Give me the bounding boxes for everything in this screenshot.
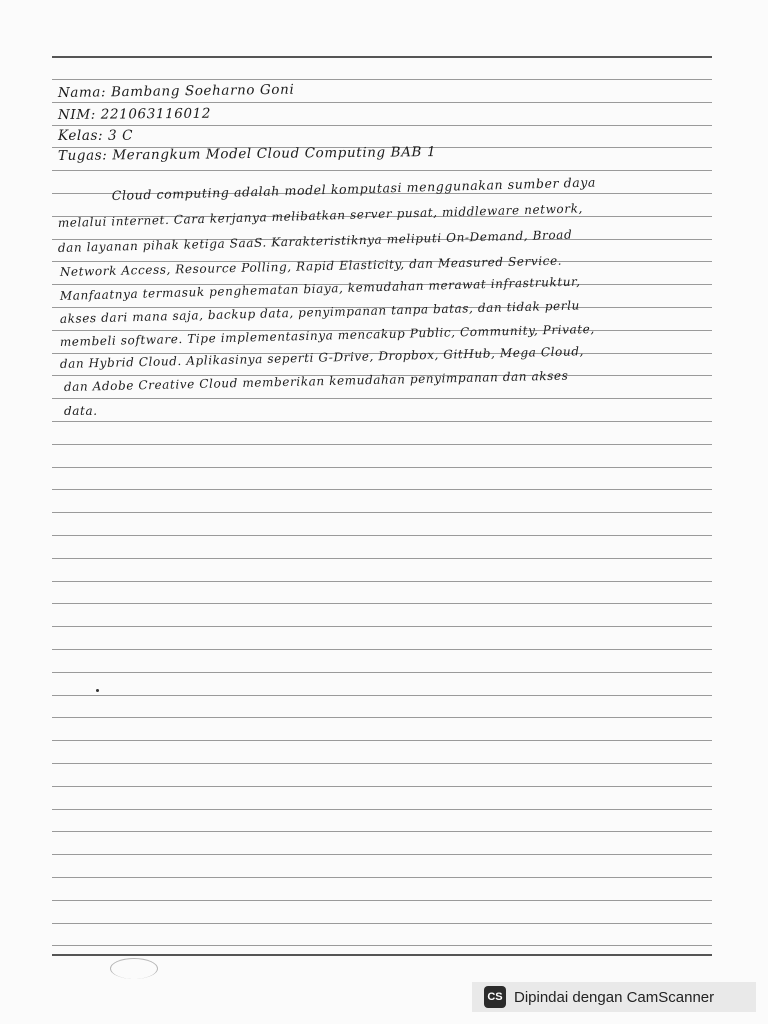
body-line: data. [64, 404, 98, 418]
ruled-line [52, 740, 712, 741]
ruled-line [52, 717, 712, 718]
ruled-line [52, 649, 712, 650]
ruled-line [52, 923, 712, 924]
ruled-line [52, 102, 712, 103]
body-line: Cloud computing adalah model komputasi menggunakan sumber daya [111, 174, 597, 203]
ruled-line [52, 125, 712, 126]
ruled-line [52, 831, 712, 832]
ruled-line [52, 695, 712, 696]
camscanner-logo-icon: CS [484, 986, 506, 1008]
camscanner-watermark [472, 982, 756, 1012]
ruled-line [52, 945, 712, 946]
ruled-line [52, 786, 712, 787]
body-line: membeli software. Tipe implementasinya mencakup Public, Community, Private, [59, 321, 595, 349]
ruled-line [52, 900, 712, 901]
class-line: Kelas: 3 C [58, 128, 134, 144]
ruled-line [52, 809, 712, 810]
camscanner-text: Dipindai dengan CamScanner [514, 988, 715, 1006]
ruled-line [52, 877, 712, 878]
body-line: akses dari mana saja, backup data, penyimpanan tanpa batas, dan tidak perlu [59, 298, 581, 326]
body-line: melalui internet. Cara kerjanya melibatkan server pusat, middleware network, [57, 201, 584, 230]
ruled-line [52, 581, 712, 582]
page-stamp-mark [110, 958, 158, 979]
ruled-line [52, 672, 712, 673]
top-margin-line [52, 56, 712, 58]
body-line: dan layanan pihak ketiga SaaS. Karakteristiknya meliputi On-Demand, Broad [57, 227, 573, 255]
ruled-line [52, 170, 712, 171]
ruled-line [52, 763, 712, 764]
body-line: dan Adobe Creative Cloud memberikan kemudahan penyimpanan dan akses [63, 368, 569, 394]
ruled-line [52, 421, 712, 422]
ruled-line [52, 467, 712, 468]
ruled-line [52, 603, 712, 604]
ink-dot [96, 689, 99, 692]
ruled-line [52, 535, 712, 536]
ruled-line [52, 854, 712, 855]
ruled-line [52, 558, 712, 559]
body-line: dan Hybrid Cloud. Aplikasinya seperti G-Drive, Dropbox, GitHub, Mega Cloud, [59, 344, 585, 371]
ruled-line [52, 626, 712, 627]
body-line: Manfaatnya termasuk penghematan biaya, kemudahan merawat infrastruktur, [59, 274, 581, 303]
bottom-margin-line [52, 954, 712, 956]
nim-line: NIM: 221063116012 [57, 105, 212, 123]
assignment-line: Tugas: Merangkum Model Cloud Computing BAB 1 [57, 144, 437, 164]
ruled-line [52, 79, 712, 80]
ruled-line [52, 512, 712, 513]
name-line: Nama: Bambang Soeharno Goni [57, 81, 295, 101]
ruled-line [52, 398, 712, 399]
ruled-line [52, 444, 712, 445]
ruled-line [52, 489, 712, 490]
body-line: Network Access, Resource Polling, Rapid Elasticity, dan Measured Service. [59, 253, 563, 279]
